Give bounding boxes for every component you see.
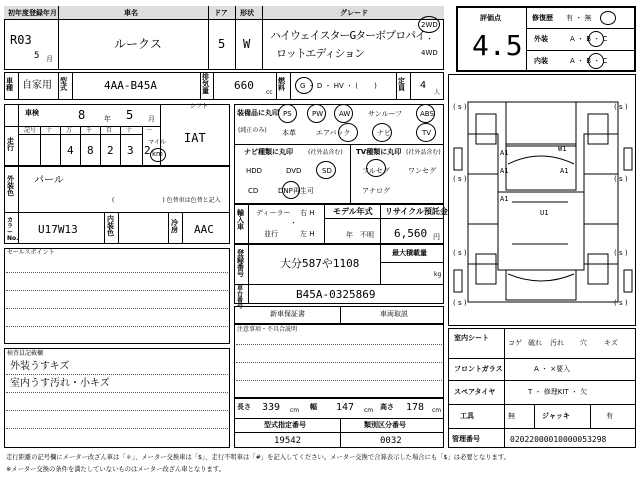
fuel-gas-circle [295,77,313,94]
row2-table [4,72,444,100]
import-left: 左 H [300,230,315,238]
model-year-label: モデル年式 [333,207,373,216]
grade-label: グレード [340,9,368,17]
repair-none-circle [600,11,616,25]
first-reg-month: 5 [34,51,40,61]
inspection-year-unit: 年 [104,115,111,123]
inspection-label: 車検 [25,109,39,117]
interior-label: 内装 [534,57,548,65]
repair-label: 修復歴 [532,14,553,22]
equip-abs: ABS [420,110,434,118]
repair-options: 有 ・ 無 [566,14,592,22]
diagram-paren-bm2: ( s ) [614,299,628,307]
usage-label: 車種 [6,77,13,92]
equip-airbag: エアバック [316,129,351,137]
inspector-line2: 室内うす汚れ・小キズ [10,378,110,389]
import-dealer: ディーラー [256,209,291,217]
equip-tv: TV [422,129,432,137]
diagram-paren-bl: ( s ) [453,249,467,257]
warranty-manual: 車両取説 [380,310,408,318]
spare-value: T ・ 修理KIT ・ 欠 [528,388,588,396]
tv-sub: (社外品含む) [406,149,441,156]
equip-sunroof: サンルーフ [368,110,403,118]
diagram-mark-2: A1 [560,167,569,175]
model-year-value: 不明 [360,231,374,239]
equip-aw: AW [339,110,351,118]
inspector-line1: 外装うすキズ [10,361,70,372]
equip-ps: PS [283,110,292,118]
diagram-paren-mr: ( s ) [614,175,628,183]
door-label: ドア [214,9,228,17]
color-code-label: カラーNo. [7,217,19,242]
tv-oneseg: ワンセグ [408,167,436,175]
equipment-sub-label: (純正のみ) [238,127,267,134]
recycle-value: 6,560 [394,227,428,240]
capacity-label: 定員 [398,77,405,92]
sheet-item-1: 破れ [528,339,542,347]
diagram-paren-tr: ( s ) [614,103,628,111]
car-name-value: ルークス [114,37,162,51]
interior-grades: A ・ B ・ C [570,57,608,65]
shape-label: 形状 [240,9,254,17]
class-no-value: 0032 [380,436,402,446]
length-cm: cm [290,407,300,414]
shape-value: W [243,37,251,51]
car-diagram [448,74,636,326]
mile-label: マイル [148,139,166,146]
import-parallel: 並行 [264,230,278,238]
tools-value: 無 [508,412,515,420]
color-label: 外装色 [7,175,14,197]
spare-label: スペアタイヤ [454,388,496,396]
person-unit: 人 [434,89,441,96]
equipment-label: 装備品に丸印 [237,109,279,117]
drive-4wd: 4WD [421,49,438,57]
drive-sep: ・ [426,35,433,43]
class-no-label: 類別区分番号 [364,421,406,429]
shift-value: IAT [184,131,206,145]
registration-value: 大分587や1108 [280,257,360,270]
mileage-digit-label-1: 十 [46,127,53,134]
tools-label: 工具 [460,412,474,420]
equip-leather: 本革 [282,129,296,137]
recycle-unit: 円 [433,233,440,241]
footer-line1: 走行距離の記号欄にメーター改ざん車は「＊」、メーター交換車は「$」、走行不明車は「#」を記入してください。メーター交換で合算表示した場合にも「$」は必要となります。 [6,454,510,461]
mileage-digit-label-3: 千 [86,127,93,134]
import-label: 輸入車 [237,209,244,231]
navi-dvd: DVD [286,167,302,175]
cc-unit: cc [266,89,273,96]
mileage-digit-label-0: 記号 [24,127,37,134]
footer-line2: ※メーター交換の条件を満たしていないものはメーター改ざん車となります。 [6,466,225,473]
jack-label: ジャッキ [542,412,570,420]
glass-label: フロントガラス [454,365,503,373]
frame-value: B45A-0325869 [296,288,376,301]
recycle-label: リサイクル預託金 [385,207,448,216]
exterior-grades: A ・ B ・ C [570,35,608,43]
type-no-label: 型式指定番号 [264,421,306,429]
inspection-month: 5 [126,108,134,122]
tv-title: TV種類に丸印 [356,148,402,156]
fuel-options: G ・ D ・ HV ・ ( ) [300,82,377,90]
exterior-grade-circle [588,31,604,47]
diagram-mark-0: A1 [500,149,509,157]
diagram-mark-5: W1 [558,145,567,153]
color-code-value: U17W13 [38,223,78,236]
navi-sd: SD [322,167,332,175]
displacement-label: 排気量 [202,73,209,95]
score-label: 評価点 [480,14,501,22]
sales-point-label: セールスポイント [7,249,55,256]
doors-value: 5 [218,37,226,51]
inspection-year: 8 [78,108,86,122]
drive-2wd: 2WD [421,21,438,29]
sales-point-box [4,248,230,344]
model-label: 型式 [60,77,67,92]
model-value: 4AA-B45A [104,79,157,92]
import-right: 右 H [300,209,315,217]
km-label: km [152,150,163,158]
length-value: 339 [262,402,281,413]
sheet-item-2: 汚れ [550,339,564,347]
navi-title: ナビ種類に丸印 [244,148,293,156]
diagram-mark-4: U1 [540,209,549,217]
interior-grade-circle [588,53,604,69]
sheet-item-0: コゲ [508,339,522,347]
frame-label: 車台番号 [237,285,244,310]
diagram-mark-1: A1 [500,167,509,175]
mileage-digit-label-6: 一 [146,127,153,134]
diagram-mark-3: A1 [500,195,509,203]
width-cm: cm [364,407,374,414]
sheet-item-3: 穴 [580,339,587,347]
length-label: 長さ [237,403,251,411]
ac-value: AAC [194,223,214,236]
month-unit: 月 [46,55,53,63]
navi-sub: (社外品含む) [308,149,343,156]
height-value: 178 [406,402,425,413]
capacity-value: 4 [420,80,427,91]
usage-value: 自家用 [22,80,52,91]
mileage-digit-label-2: 万 [66,127,73,134]
color-note: ( ) 色替車は色替と記入 [112,197,221,204]
shift-label: シフト [190,103,209,110]
sheet-item-4: キズ [604,339,618,347]
first-reg-value: R03 [10,33,32,47]
displacement-value: 660 [234,79,254,92]
warranty-new-car: 新車保証書 [270,310,305,318]
exterior-label: 外装 [534,35,548,43]
tv-fullseg: フルセグ [362,167,390,175]
first-reg-label: 初年度登録年月 [8,9,57,17]
equip-navi: ナビ [377,129,391,137]
warranty-row [234,306,444,324]
mileage-label: 走行 [7,137,14,152]
import-dot: ・ [290,219,297,227]
tv-analog: アナログ [362,187,390,195]
height-label: 高さ [380,403,394,411]
registration-label: 登録番号 [237,249,244,278]
equip-pw: PW [312,110,324,118]
diagram-paren-bm1: ( s ) [453,299,467,307]
height-cm: cm [432,407,442,414]
notes-box [234,324,444,398]
width-label: 幅 [310,403,317,411]
glass-value: A ・ ×要入 [534,365,571,373]
mileage-digit-label-4: 百 [106,127,113,134]
mileage-digit-label-5: 十 [126,127,133,134]
diagram-paren-ml: ( s ) [453,175,467,183]
mileage-digit-3: 3 [127,144,134,157]
mileage-digit-2: 2 [107,144,114,157]
max-load-unit: kg [434,271,442,278]
navi-dnp: DNP再生可 [278,187,314,195]
mileage-digit-4: 2 [144,144,151,157]
mileage-digit-1: 8 [87,144,94,157]
grade-line2: ロットエディション [276,47,365,60]
inspector-label: 検査員記載欄 [7,350,44,357]
management-label: 管理番号 [452,435,480,443]
inspection-month-unit: 月 [148,115,155,123]
max-load-label: 最大積載量 [392,249,427,257]
width-value: 147 [336,402,355,413]
model-year-unit: 年 [346,231,353,239]
navi-hdd: HDD [246,167,263,175]
score-value: 4.5 [472,29,523,62]
diagram-paren-br: ( s ) [614,249,628,257]
type-no-value: 19542 [274,436,302,446]
grade-line1: ハイウェイスターGターボプロパイ [270,29,426,42]
fuel-label: 燃料 [278,77,285,92]
interior-color-label: 内装色 [107,215,114,237]
navi-cd: CD [248,187,259,195]
management-value: 020220000100000532​98 [510,435,607,444]
color-value: パール [34,175,64,186]
jack-value: 有 [606,412,613,420]
diagram-paren-tl: ( s ) [453,103,467,111]
notes-label: 注意事項・不具合説明 [237,326,298,333]
mileage-digit-0: 4 [67,144,74,157]
car-name-label: 車名 [124,9,138,17]
ac-label: 冷房 [171,219,178,234]
interior-sheet-label: 室内シート [454,334,489,342]
